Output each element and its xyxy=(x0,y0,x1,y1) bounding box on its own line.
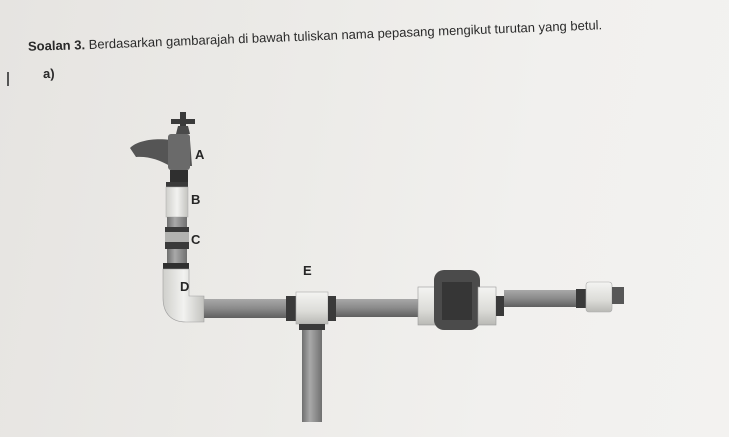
nipple-thread-lower xyxy=(165,242,189,249)
tee-thread-down xyxy=(299,324,325,330)
tap-body xyxy=(168,134,190,170)
tap-bonnet xyxy=(176,126,190,134)
nipple-fitting-c xyxy=(165,217,189,263)
union-nut-face xyxy=(442,282,472,320)
label-e: E xyxy=(303,263,312,278)
socket-fitting-b xyxy=(166,182,188,217)
nipple-pipe-upper xyxy=(167,217,187,227)
pipe-segment-3 xyxy=(504,290,586,307)
nipple-thread-upper xyxy=(165,227,189,232)
union-thread-right xyxy=(496,296,504,316)
end-cap-socket xyxy=(586,282,612,312)
end-cap-fitting xyxy=(576,282,624,312)
tee-thread-left xyxy=(286,296,296,321)
label-b: B xyxy=(191,192,201,207)
label-c: C xyxy=(191,232,201,247)
label-d: D xyxy=(180,279,190,294)
elbow-body xyxy=(163,269,204,322)
tee-fitting-e xyxy=(286,292,336,422)
end-cap-thread xyxy=(576,289,586,308)
tap-thread xyxy=(170,170,188,182)
end-cap-plug xyxy=(612,287,624,304)
pipe-vertical-down xyxy=(302,330,322,422)
union-hex-right xyxy=(478,287,496,325)
elbow-thread xyxy=(163,263,189,269)
pipe-segment-2 xyxy=(336,299,424,317)
tap-fitting-a xyxy=(130,112,195,182)
union-hex-left xyxy=(418,287,436,325)
question-instruction: Berdasarkan gambarajah di bawah tuliskan nama pepasang mengikut turutan yang betul. xyxy=(88,17,603,52)
socket-thread-top xyxy=(166,182,188,187)
pipe-segment-1 xyxy=(204,299,288,318)
question-heading: Soalan 3. xyxy=(27,37,86,54)
tap-handle-stem xyxy=(180,112,186,126)
socket-body xyxy=(166,187,188,217)
nipple-collar xyxy=(165,232,189,242)
question-part-label: a) xyxy=(42,65,55,82)
label-a: A xyxy=(195,147,205,162)
tee-body xyxy=(296,292,328,324)
nipple-pipe-lower xyxy=(167,249,187,263)
union-fitting xyxy=(418,270,504,330)
tee-thread-right xyxy=(328,296,336,321)
